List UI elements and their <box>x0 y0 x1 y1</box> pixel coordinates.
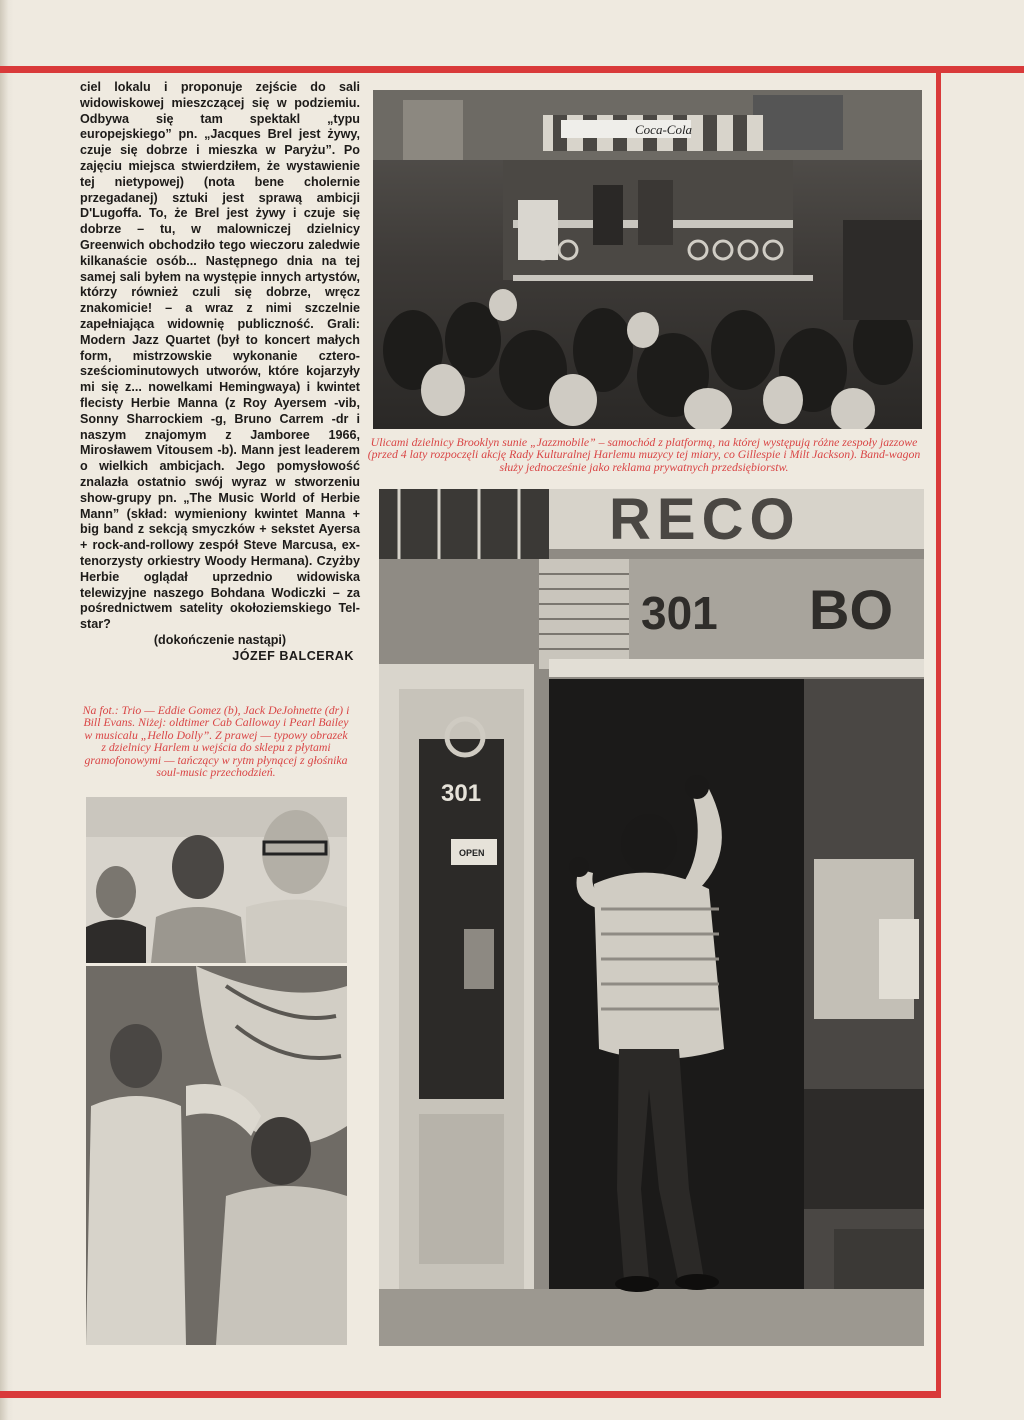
record-shop-photo <box>379 489 924 1346</box>
right-red-rule <box>936 66 941 1398</box>
continuation-note: (dokończenie nastąpi) <box>153 632 287 647</box>
top-red-rule <box>0 66 1024 73</box>
article-column <box>80 80 360 664</box>
trio-photo <box>86 797 347 963</box>
coca-cola-banner: Coca-Cola <box>635 122 693 137</box>
sign-301: 301 <box>641 587 718 639</box>
binding-edge <box>0 0 14 1420</box>
door-number: 301 <box>441 780 482 807</box>
door-open-sign: OPEN <box>459 848 485 858</box>
sign-bo: BO <box>809 578 893 641</box>
article-body: ciel lokalu i proponuje zejście do sali widowiskowej mieszczącej się w podziemiu. Odbywa się tam spektakl „typu europejskiego” pn. „Jacques Brel jest żywy, czuje się dobrze i mieszka w Paryżu”. Po zajęciu miejsca stwierdziłem, że wystawienie tej nietypowej) (nota bene cholernie przegadanej) sztuki jest sprawą ambicji D'Lugoffa. To, że Brel jest żywy i czuje się dobrze – tu, w malowniczej dzielnicy Greenwich obchodziło tego wieczoru zaledwie kilkanaście osób... Następnego dnia na tej samej sali byłem na występie innych artystów, którzy również czuli się dobrze, wręcz znakomicie! – a wraz z nimi szczelnie zapełniająca widownię publiczność. Grali: Modern Jazz Quartet (był to koncert małych form, mistrzowskie wykonanie cztero-sześciominutowych utworów, które kojarzyły mi się z... nowelkami Hemingwaya) i kwintet flecisty Herbie Manna (z Roy Ayersem -vib, Sonny Sharrockiem -g, Bruno Carrem -dr i naszym znajomym z Jamboree 1966, Mirosławem Vitousem -b). Mann jest leaderem o wielkich ambicjach. Jego pomysłowość znalazła ostatnio swój wyraz w stworzeniu show-grupy pn. „The Music World of Herbie Mann” (skład: wymieniony kwintet Manna + big band z sekcją smyczków + sekstet Ayersa + rock-and-rollowy zespół Steve Marcusa, ex-tenorzysty orkiestry Woody Hermana). Czyżby Herbie oglądał uprzednio widowiska telewizyjne naszego Bohdana Wodiczki – za pośrednictwem satelity okołoziemskiego Tel-star? <box>80 80 360 632</box>
author-name: JÓZEF BALCERAK <box>232 648 354 663</box>
jazzmobile-caption: Ulicami dzielnicy Brooklyn sunie „Jazzmobile” – samochód z platformą, na której występują różne zespoły jazzowe (przed 4 laty rozpoczęli akcję Rady Kulturalnej Harlemu muzycy tej miary, co Gillespie i Milt Jackson). Band-wagon służy jednocześnie jako reklama prywatnych przedsiębiorstw. <box>367 435 921 474</box>
trio-caption: Na fot.: Trio — Eddie Gomez (b), Jack DeJohnette (dr) i Bill Evans. Niżej: oldtimer Cab Calloway i Pearl Bailey w musicalu „Hello Dolly”. Z prawej — typowy obrazek z dzielnicy Harlem u wejścia do sklepu z płytami gramofonowymi — tańczący w rytm płynącej z głośnika soul-music przechodzień. <box>82 703 350 780</box>
hello-dolly-photo <box>86 966 347 1345</box>
bottom-red-rule <box>0 1391 941 1398</box>
sign-reco: RECO <box>609 489 801 552</box>
jazzmobile-photo <box>373 90 922 429</box>
